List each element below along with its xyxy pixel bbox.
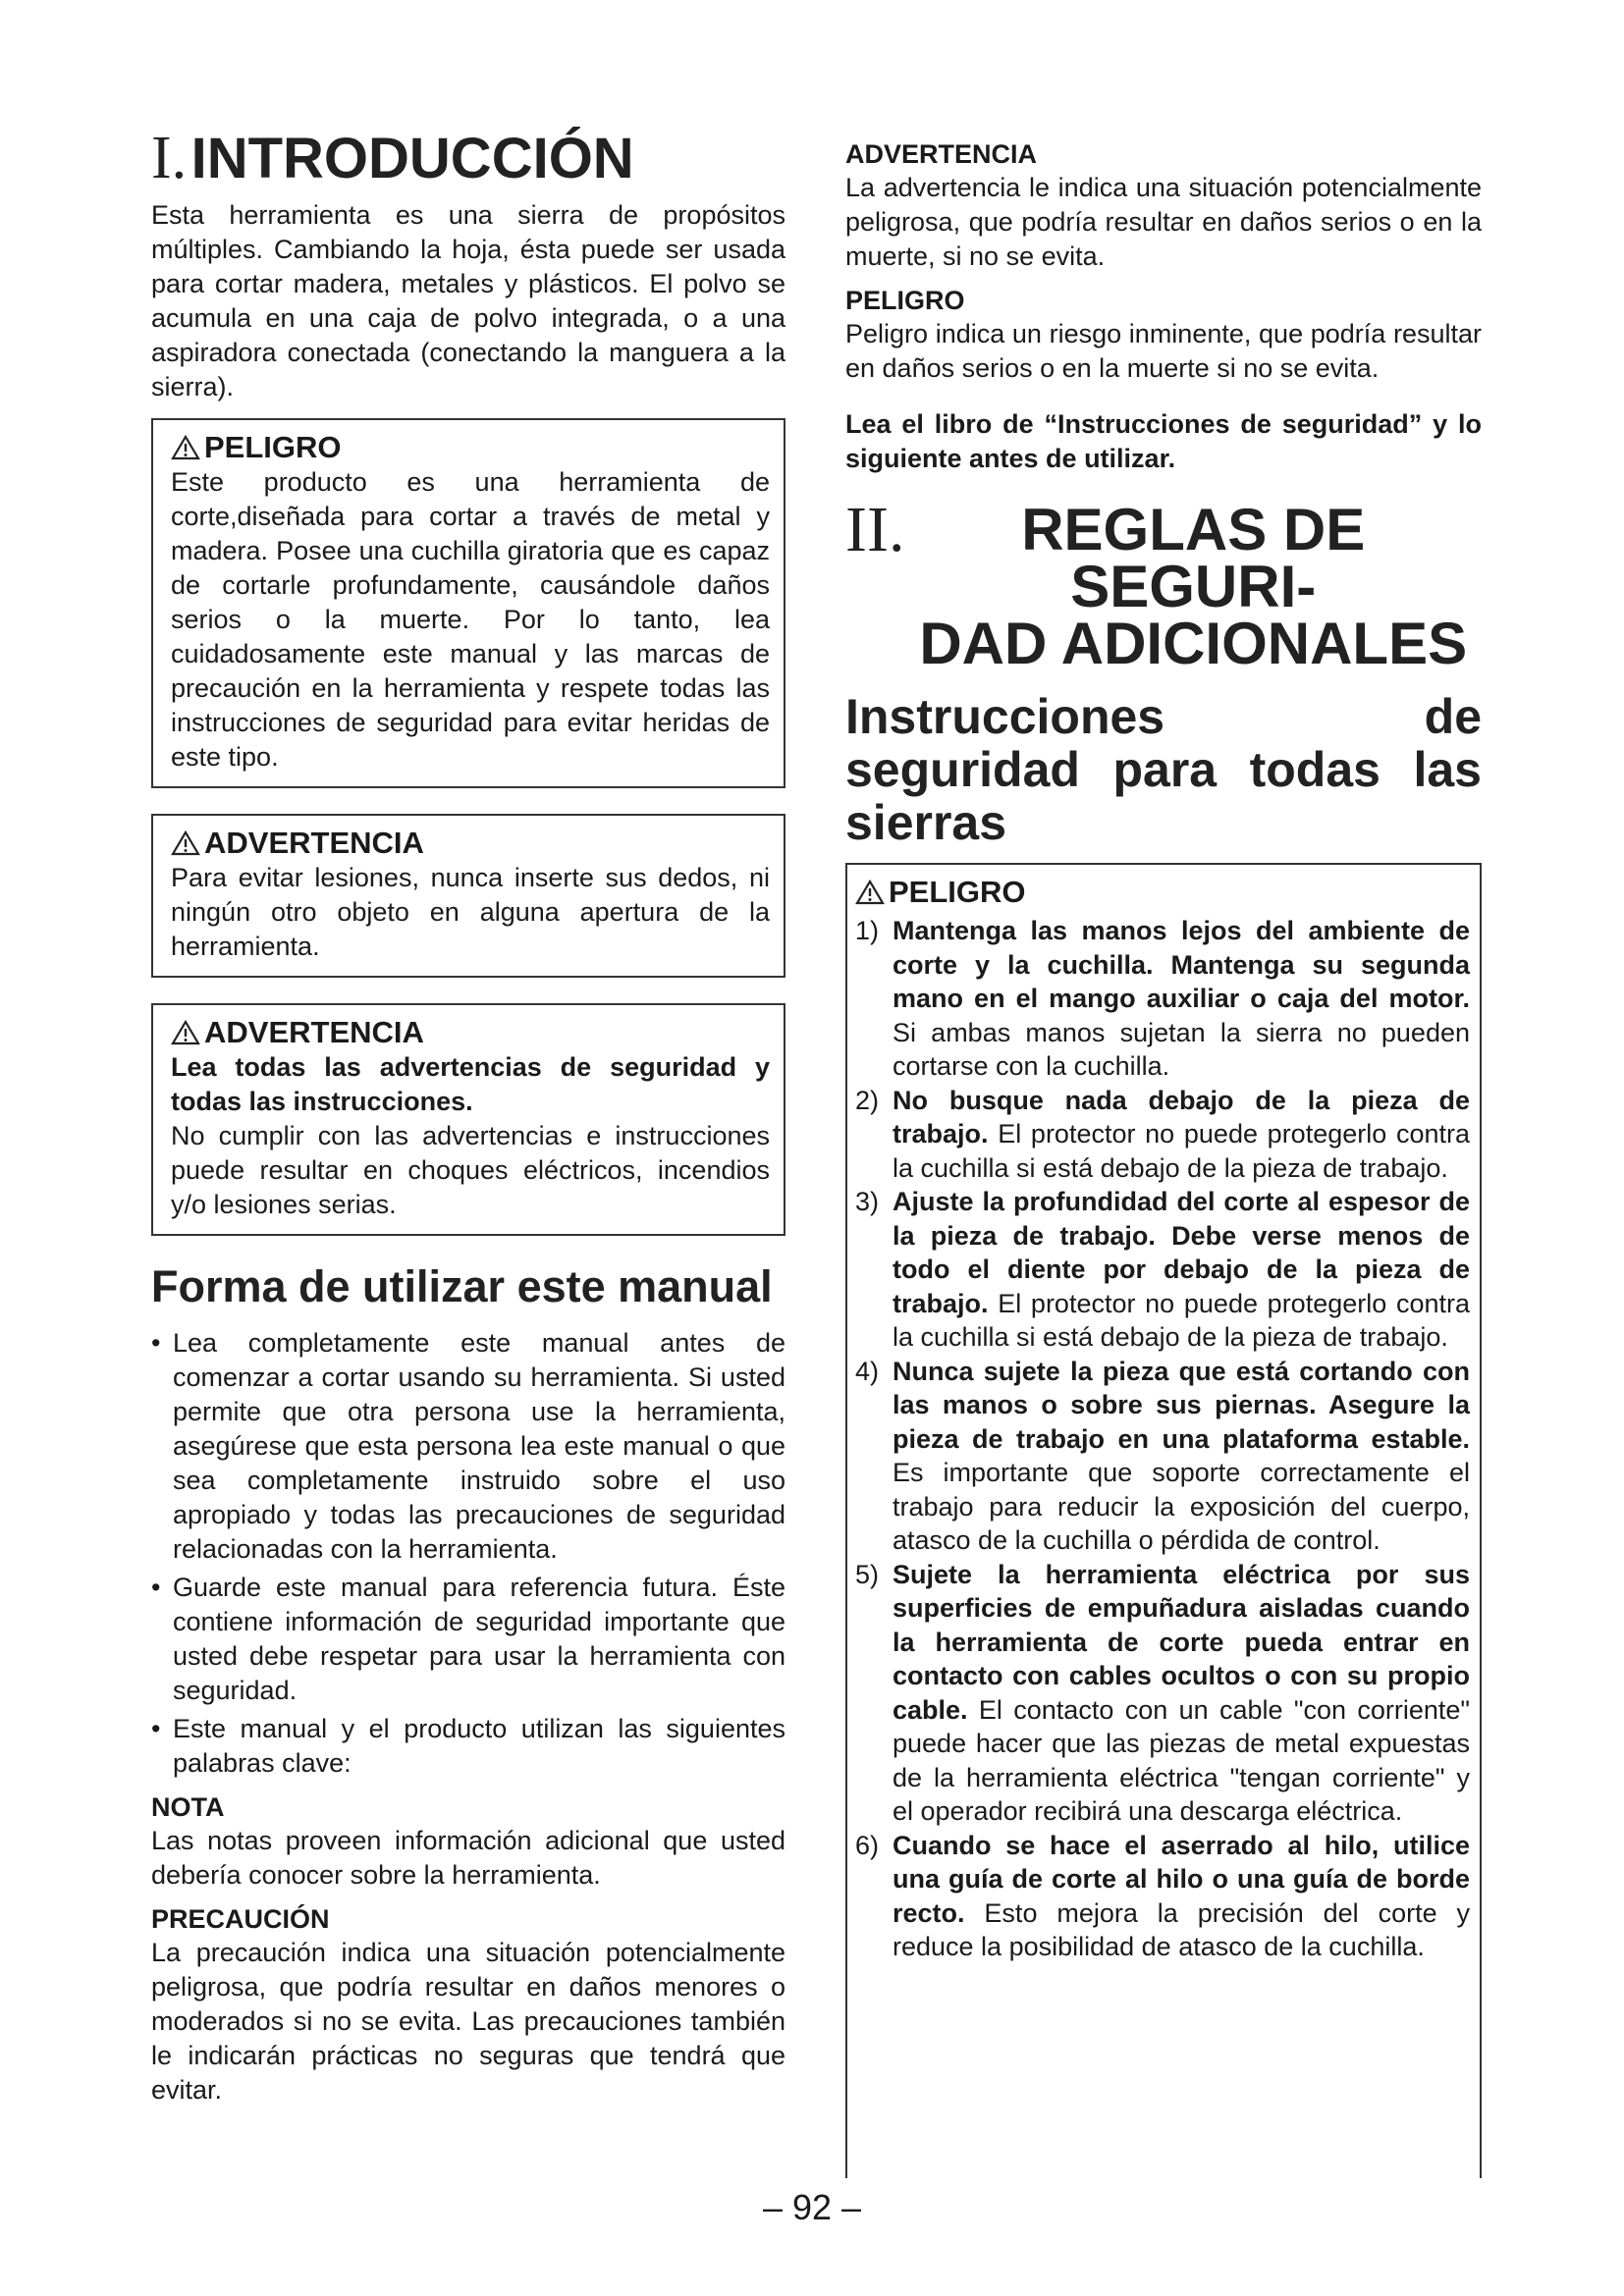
nota-text: Las notas proveen información adicional que usted debería conocer sobre la herramienta. — [151, 1826, 785, 1890]
heading-title-line: DAD ADICIONALES — [919, 611, 1468, 676]
rule-text: Es importante que soporte correctamente el trabajo para reducir la exposición del cuerpo, atasco de la cuchilla o pérdida de control. — [893, 1458, 1470, 1555]
advertencia-keyword-label: ADVERTENCIA — [845, 139, 1038, 169]
read-safety-notice: Lea el libro de “Instrucciones de seguridad” y lo siguiente antes de utilizar. — [845, 409, 1482, 473]
advertencia-box-2 — [151, 1003, 785, 1236]
intro-paragraph: Esta herramienta es una sierra de propósitos múltiples. Cambiando la hoja, ésta puede ser usada para cortar madera, metales y plásticos. El polvo se acumula en una caja de polvo integrada, o a una aspiradora conectada (conectando la manguera a la sierra). — [151, 200, 785, 401]
advertencia-label: ADVERTENCIA — [204, 1015, 424, 1049]
advertencia-text: Para evitar lesiones, nunca inserte sus dedos, ni ningún otro objeto en alguna apertura de la herramienta. — [171, 863, 770, 961]
advertencia-keyword-text: La advertencia le indica una situación potencialmente peligrosa, que podría resultar en daños serios o en la muerte, si no se evita. — [845, 173, 1482, 271]
rule-text: El protector no puede protegerlo contra la cuchilla si está debajo de la pieza de trabajo. — [893, 1119, 1470, 1183]
rule-text: Si ambas manos sujetan la sierra no pueden cortarse con la cuchilla. — [893, 1017, 1470, 1081]
peligro-label: PELIGRO — [889, 875, 1026, 909]
warning-triangle-icon — [855, 880, 885, 905]
rule-text: El contacto con un cable "con corriente" puede hacer que las piezas de metal expuestas de la herramienta eléctrica "tengan corriente" y el operador recibirá una descarga eléctrica. — [893, 1694, 1470, 1826]
list-item — [855, 1558, 1470, 1829]
right-column — [845, 137, 1482, 2178]
advertencia-box-1 — [151, 814, 785, 978]
advertencia-label: ADVERTENCIA — [204, 826, 424, 860]
precaucion-label: PRECAUCIÓN — [151, 1904, 330, 1934]
rule-bold: Cuando se hace el aserrado al hilo, utilice una guía de corte al hilo o una guía de borde recto. — [893, 1830, 1470, 1928]
advertencia-bold-text: Lea todas las advertencias de seguridad y todas las instrucciones. — [171, 1052, 770, 1116]
heading-title-line: REGLAS DE SEGURI- — [1021, 497, 1366, 619]
manual-bullet-list — [151, 1326, 785, 1781]
peligro-box-title — [855, 875, 1470, 910]
rule-number: 5) — [855, 1559, 880, 1589]
peligro-label: PELIGRO — [204, 430, 342, 464]
precaucion-text: La precaución indica una situación potencialmente peligrosa, que podría resultar en daños menores o moderados si no se evita. Las precauciones también le indicarán prácticas no seguras que tendrá que evitar. — [151, 1938, 785, 2105]
peligro-rules-box — [845, 863, 1482, 2178]
warning-triangle-icon — [171, 830, 200, 856]
rule-bold: No busque nada debajo de la pieza de trabajo. — [893, 1085, 1470, 1148]
section-heading-introduccion — [151, 125, 785, 191]
safety-rules-list — [855, 914, 1470, 1964]
saws-safety-subheading: Instrucciones de seguridad para todas las sierras — [845, 689, 1482, 850]
advertencia-box-title — [171, 826, 770, 861]
rule-text: El protector no puede protegerlo contra la cuchilla si está debajo de la pieza de trabajo. — [893, 1288, 1470, 1352]
rule-number: 1) — [855, 916, 880, 945]
list-item: • Guarde este manual para referencia futura. Éste contiene información de seguridad importante que usted debe respetar para usar la herramienta con seguridad. — [151, 1571, 785, 1708]
list-item — [855, 1185, 1470, 1355]
rule-number: 2) — [855, 1085, 880, 1115]
heading-roman: I. — [151, 125, 188, 191]
warning-triangle-icon — [171, 1020, 200, 1045]
list-item: • Lea completamente este manual antes de comenzar a cortar usando su herramienta. Si usted permite que otra persona use la herramienta, asegúrese que esta persona lea este manual o que sea completamente instruido sobre el uso apropiado y todas las precauciones de seguridad relacionadas con la herramienta. — [151, 1326, 785, 1567]
peligro-box-title — [171, 430, 770, 465]
heading-roman: II. — [845, 494, 905, 565]
rule-number: 4) — [855, 1356, 880, 1386]
rule-number: 3) — [855, 1187, 880, 1216]
list-item — [855, 914, 1470, 1084]
peligro-text: Este producto es una herramienta de corte,diseñada para cortar a través de metal y madera. Posee una cuchilla giratoria que es capaz de cortarle profundamente, causándole daños serios o la muerte. Por lo tanto, lea cuidadosamente este manual y las marcas de precaución en la herramienta y respete todas las instrucciones de seguridad para evitar heridas de este tipo. — [171, 467, 770, 772]
peligro-keyword-text: Peligro indica un riesgo inminente, que podría resultar en daños serios o en la muerte si no se evita. — [845, 319, 1482, 383]
list-item: • Este manual y el producto utilizan las siguientes palabras clave: — [151, 1712, 785, 1781]
peligro-box — [151, 418, 785, 788]
list-item — [855, 1829, 1470, 1964]
rule-bold: Sujete la herramienta eléctrica por sus superficies de empuñadura aisladas cuando la herramienta de corte pueda entrar en contacto con cables ocultos o con su propio cable. — [893, 1559, 1470, 1725]
rule-bold: Mantenga las manos lejos del ambiente de corte y la cuchilla. Mantenga su segunda mano en el mango auxiliar o caja del motor. — [893, 916, 1470, 1013]
peligro-keyword-label: PELIGRO — [845, 286, 965, 315]
heading-title: INTRODUCCIÓN — [190, 127, 634, 190]
list-item — [855, 1355, 1470, 1558]
rule-number: 6) — [855, 1830, 880, 1860]
heading-title — [904, 497, 1482, 676]
warning-triangle-icon — [171, 435, 200, 460]
rule-text: Esto mejora la precisión del corte y reduce la posibilidad de atasco de la cuchilla. — [893, 1897, 1470, 1961]
manual-usage-heading: Forma de utilizar este manual — [151, 1261, 773, 1311]
page-number: – 92 – — [762, 2187, 862, 2227]
advertencia-text: No cumplir con las advertencias e instrucciones puede resultar en choques eléctricos, incendios y/o lesiones serias. — [171, 1121, 770, 1219]
rule-bold: Nunca sujete la pieza que está cortando con las manos o sobre sus piernas. Asegure la pieza de trabajo en una plataforma estable. — [893, 1356, 1470, 1454]
section-heading-reglas — [845, 494, 1482, 676]
left-column — [151, 125, 785, 2108]
advertencia-box-title — [171, 1015, 770, 1050]
list-item — [855, 1084, 1470, 1186]
rule-bold: Ajuste la profundidad del corte al espesor de la pieza de trabajo. Debe verse menos de todo el diente por debajo de la pieza de trabajo. — [893, 1187, 1470, 1318]
nota-label: NOTA — [151, 1792, 225, 1822]
